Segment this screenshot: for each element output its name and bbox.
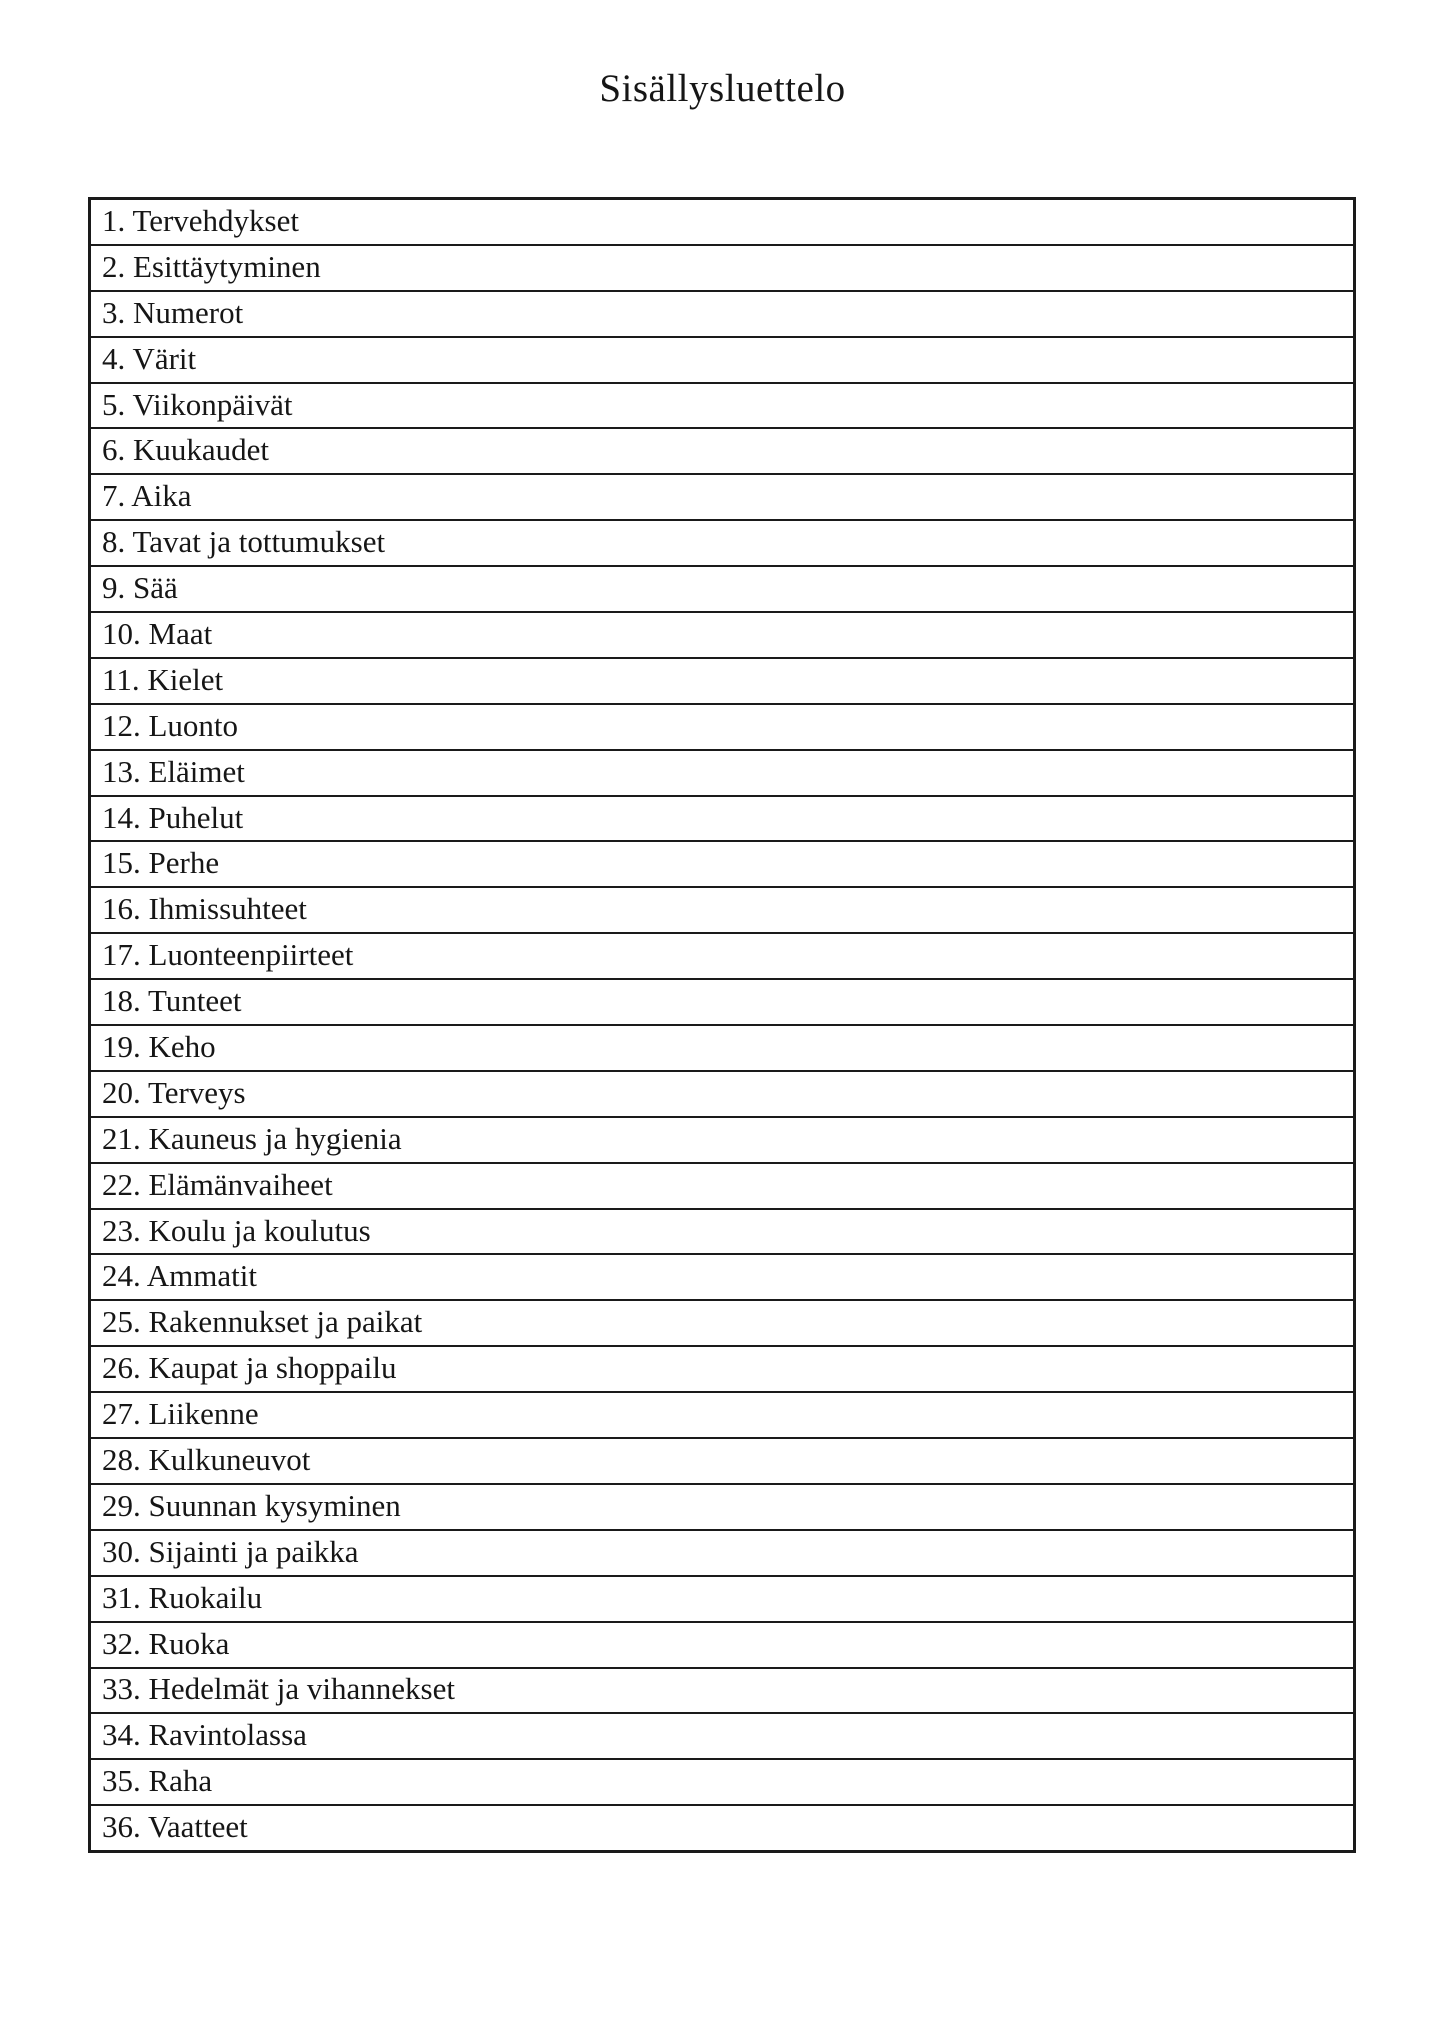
toc-row xyxy=(91,292,1353,338)
toc-row xyxy=(91,1439,1353,1485)
toc-entry-text: 23. Koulu ja koulutus xyxy=(102,1212,371,1248)
toc-row xyxy=(91,246,1353,292)
toc-entry-text: 26. Kaupat ja shoppailu xyxy=(102,1350,397,1386)
toc-row xyxy=(91,888,1353,934)
toc-row xyxy=(91,613,1353,659)
toc-entry-text: 2. Esittäytyminen xyxy=(102,248,321,284)
toc-entry-text: 17. Luonteenpiirteet xyxy=(102,937,354,973)
toc-entry-text: 36. Vaatteet xyxy=(102,1809,248,1845)
toc-row xyxy=(91,1577,1353,1623)
toc-row xyxy=(91,1347,1353,1393)
toc-row xyxy=(91,1118,1353,1164)
toc-row xyxy=(91,200,1353,246)
page-title: Sisällysluettelo xyxy=(599,67,846,110)
toc-row xyxy=(91,567,1353,613)
toc-row xyxy=(91,842,1353,888)
toc-entry-text: 30. Sijainti ja paikka xyxy=(102,1533,359,1569)
toc-row xyxy=(91,1026,1353,1072)
toc-entry-text: 22. Elämänvaiheet xyxy=(102,1166,333,1202)
toc-entry-text: 3. Numerot xyxy=(102,294,244,330)
toc-entry-text: 15. Perhe xyxy=(102,845,220,881)
toc-entry-text: 12. Luonto xyxy=(102,707,239,743)
toc-entry-text: 29. Suunnan kysyminen xyxy=(102,1487,401,1523)
toc-row xyxy=(91,1531,1353,1577)
toc-entry-text: 8. Tavat ja tottumukset xyxy=(102,524,386,560)
toc-row xyxy=(91,1301,1353,1347)
toc-entry-text: 20. Terveys xyxy=(102,1074,246,1110)
toc-entry-text: 24. Ammatit xyxy=(102,1258,257,1294)
toc-row xyxy=(91,797,1353,843)
toc-row xyxy=(91,1255,1353,1301)
toc-entry-text: 32. Ruoka xyxy=(102,1625,230,1661)
toc-entry-text: 16. Ihmissuhteet xyxy=(102,891,307,927)
toc-row xyxy=(91,521,1353,567)
toc-entry-text: 25. Rakennukset ja paikat xyxy=(102,1304,423,1340)
toc-entry-text: 13. Eläimet xyxy=(102,753,245,789)
toc-row xyxy=(91,1806,1353,1850)
table-of-contents xyxy=(88,197,1356,1853)
toc-row xyxy=(91,980,1353,1026)
toc-entry-text: 28. Kulkuneuvot xyxy=(102,1441,311,1477)
toc-row xyxy=(91,1623,1353,1669)
toc-row xyxy=(91,338,1353,384)
toc-entry-text: 9. Sää xyxy=(102,570,178,606)
toc-row xyxy=(91,1072,1353,1118)
toc-row xyxy=(91,475,1353,521)
toc-entry-text: 21. Kauneus ja hygienia xyxy=(102,1120,402,1156)
toc-row xyxy=(91,1164,1353,1210)
toc-row xyxy=(91,934,1353,980)
toc-entry-text: 10. Maat xyxy=(102,615,213,651)
toc-row xyxy=(91,1485,1353,1531)
toc-row xyxy=(91,384,1353,430)
toc-row xyxy=(91,1669,1353,1715)
toc-entry-text: 19. Keho xyxy=(102,1028,216,1064)
toc-entry-text: 4. Värit xyxy=(102,340,197,376)
toc-row xyxy=(91,1393,1353,1439)
toc-row xyxy=(91,705,1353,751)
toc-entry-text: 34. Ravintolassa xyxy=(102,1717,307,1753)
toc-entry-text: 31. Ruokailu xyxy=(102,1579,263,1615)
toc-row xyxy=(91,751,1353,797)
toc-row xyxy=(91,1714,1353,1760)
toc-row xyxy=(91,659,1353,705)
toc-entry-text: 18. Tunteet xyxy=(102,983,242,1019)
toc-entry-text: 35. Raha xyxy=(102,1763,213,1799)
toc-entry-text: 7. Aika xyxy=(102,478,192,514)
toc-entry-text: 11. Kielet xyxy=(102,661,224,697)
toc-entry-text: 27. Liikenne xyxy=(102,1396,259,1432)
toc-entry-text: 6. Kuukaudet xyxy=(102,432,270,468)
toc-row xyxy=(91,1210,1353,1256)
toc-entry-text: 14. Puhelut xyxy=(102,799,244,835)
toc-row xyxy=(91,429,1353,475)
toc-entry-text: 33. Hedelmät ja vihannekset xyxy=(102,1671,455,1707)
toc-entry-text: 5. Viikonpäivät xyxy=(102,386,293,422)
toc-row xyxy=(91,1760,1353,1806)
toc-entry-text: 1. Tervehdykset xyxy=(102,202,299,238)
